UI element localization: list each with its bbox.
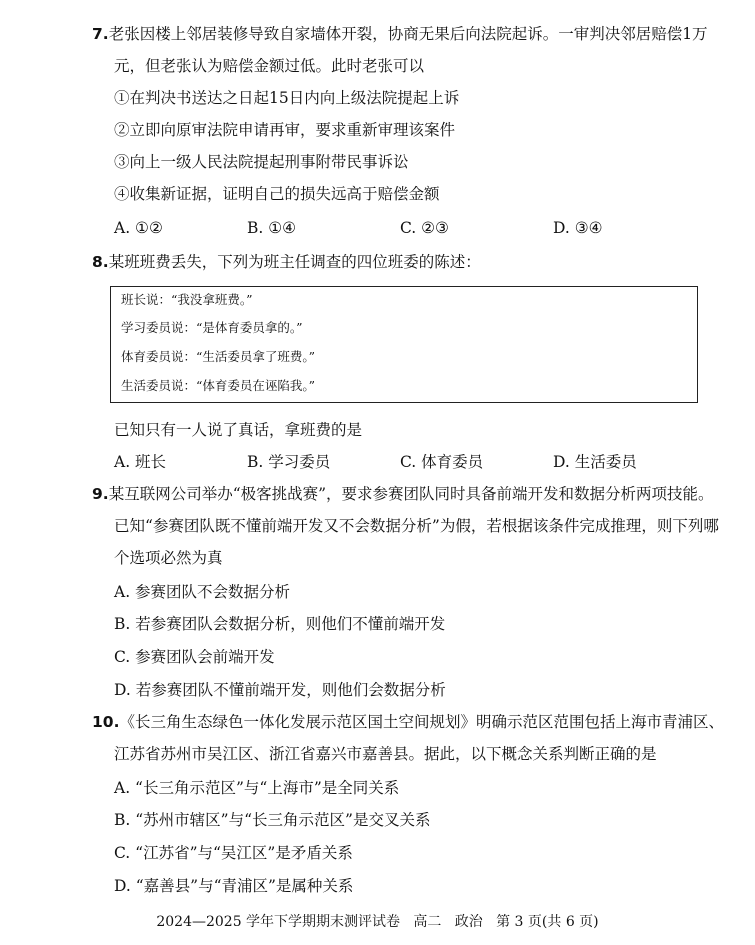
question-stem-line: 某班班费丢失，下列为班主任调查的四位班委的陈述： [108, 253, 481, 271]
question-stem-line: 某互联网公司举办“极客挑战赛”，要求参赛团队同时具备前端开发和数据分析两项技能。 [108, 485, 714, 503]
question-number: 9. [92, 485, 109, 503]
statements-box [110, 286, 698, 403]
option-a[interactable]: A. 班长 [114, 453, 167, 471]
option-d[interactable]: D. ③④ [553, 219, 603, 237]
option-b[interactable]: B. ①④ [247, 219, 297, 237]
option-a[interactable]: A. “长三角示范区”与“上海市”是全同关系 [114, 779, 400, 797]
question-stem-line: 江苏省苏州市吴江区、浙江省嘉兴市嘉善县。据此，以下概念关系判断正确的是 [114, 745, 657, 763]
question-stem-line: 老张因楼上邻居装修导致自家墙体开裂，协商无果后向法院起诉。一审判决邻居赔偿1万 [108, 25, 708, 43]
option-d[interactable]: D. 生活委员 [553, 453, 637, 471]
option-c[interactable]: C. 体育委员 [400, 453, 484, 471]
option-c[interactable]: C. “江苏省”与“吴江区”是矛盾关系 [114, 844, 353, 862]
question-stem-line: 《长三角生态绿色一体化发展示范区国土空间规划》明确示范区范围包括上海市青浦区、 [119, 713, 724, 731]
question-stem-line: 元，但老张认为赔偿金额过低。此时老张可以 [114, 57, 425, 75]
page-footer: 2024—2025 学年下学期期末测评试卷 高二 政治 第 3 页(共 6 页) [156, 914, 599, 930]
option-b[interactable]: B. 学习委员 [247, 453, 331, 471]
statement-item: ①在判决书送达之日起15日内向上级法院提起上诉 [114, 89, 460, 107]
question-condition: 已知只有一人说了真话，拿班费的是 [114, 421, 363, 439]
quote-line: 生活委员说：“体育委员在诬陷我。” [121, 378, 316, 393]
statement-item: ②立即向原审法院申请再审，要求重新审理该案件 [114, 121, 456, 139]
option-d[interactable]: D. “嘉善县”与“青浦区”是属种关系 [114, 877, 354, 895]
quote-line: 学习委员说：“是体育委员拿的。” [121, 320, 303, 335]
statement-item: ④收集新证据，证明自己的损失远高于赔偿金额 [114, 185, 440, 203]
option-a[interactable]: A. 参赛团队不会数据分析 [114, 583, 291, 601]
statement-item: ③向上一级人民法院提起刑事附带民事诉讼 [114, 153, 409, 171]
option-a[interactable]: A. ①② [114, 219, 163, 237]
option-b[interactable]: B. 若参赛团队会数据分析，则他们不懂前端开发 [114, 615, 446, 633]
option-c[interactable]: C. ②③ [400, 219, 449, 237]
quote-line: 体育委员说：“生活委员拿了班费。” [121, 349, 316, 364]
question-number: 10. [92, 713, 120, 731]
option-d[interactable]: D. 若参赛团队不懂前端开发，则他们会数据分析 [114, 681, 446, 699]
option-b[interactable]: B. “苏州市辖区”与“长三角示范区”是交叉关系 [114, 811, 431, 829]
question-number: 7. [92, 25, 109, 43]
option-c[interactable]: C. 参赛团队会前端开发 [114, 648, 275, 666]
quote-line: 班长说：“我没拿班费。” [121, 292, 253, 307]
question-stem-line: 已知“参赛团队既不懂前端开发又不会数据分析”为假，若根据该条件完成推理，则下列哪 [114, 517, 719, 535]
question-stem-line: 个选项必然为真 [114, 549, 223, 567]
question-number: 8. [92, 253, 109, 271]
